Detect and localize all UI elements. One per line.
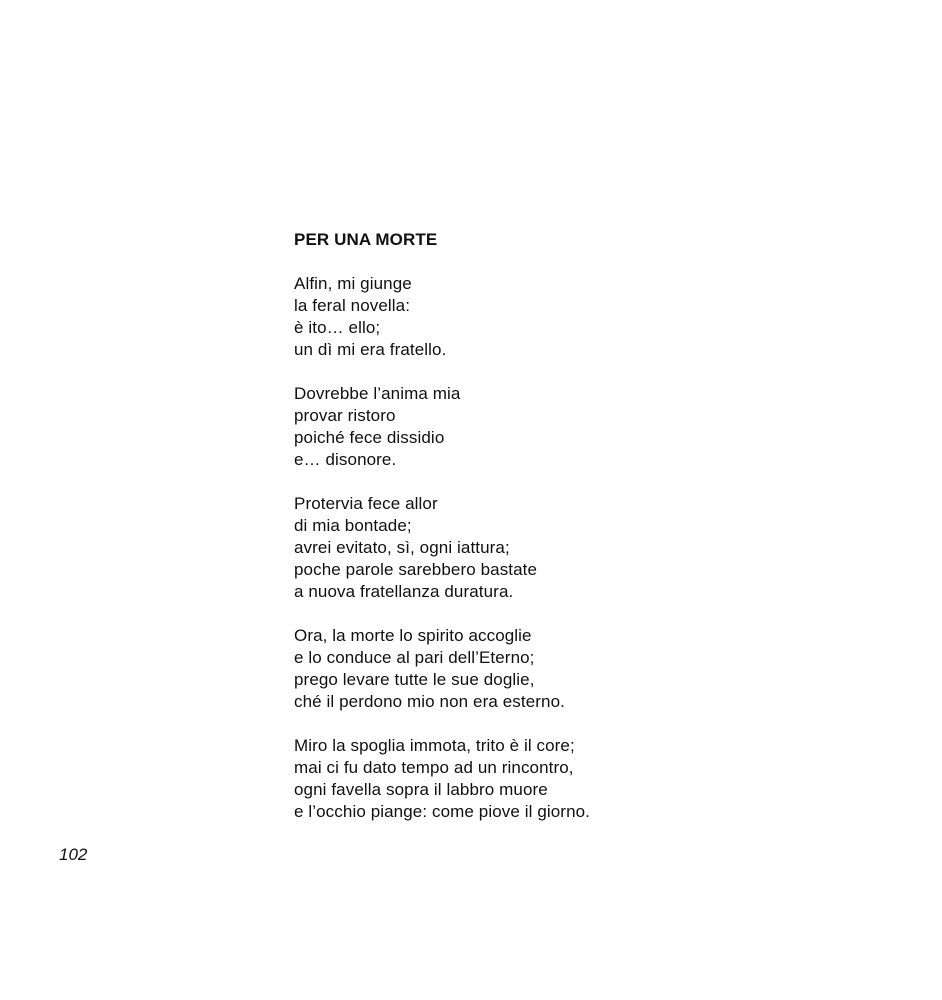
stanza-5: [294, 735, 894, 823]
verse-line: ché il perdono mio non era esterno.: [294, 692, 565, 711]
verse-line: di mia bontade;: [294, 516, 412, 535]
verse-line: ogni favella sopra il labbro muore: [294, 780, 548, 799]
verse-line: e lo conduce al pari dell’Eterno;: [294, 648, 535, 667]
verse-line: poiché fece dissidio: [294, 428, 445, 447]
poem: [294, 229, 894, 845]
poem-title: PER UNA MORTE: [294, 230, 438, 249]
verse-line: è ito… ello;: [294, 318, 381, 337]
stanza-4: [294, 625, 894, 713]
stanza-1: [294, 273, 894, 361]
verse-line: provar ristoro: [294, 406, 396, 425]
verse-line: e… disonore.: [294, 450, 397, 469]
verse-line: poche parole sarebbero bastate: [294, 560, 538, 579]
verse-line: Dovrebbe l’anima mia: [294, 384, 461, 403]
verse-line: la feral novella:: [294, 296, 411, 315]
verse-line: Miro la spoglia immota, trito è il core;: [294, 736, 575, 755]
stanza-2: [294, 383, 894, 471]
verse-line: Protervia fece allor: [294, 494, 438, 513]
verse-line: a nuova fratellanza duratura.: [294, 582, 514, 601]
verse-line: Ora, la morte lo spirito accoglie: [294, 626, 532, 645]
stanza-3: [294, 493, 894, 603]
verse-line: avrei evitato, sì, ogni iattura;: [294, 538, 510, 557]
verse-line: Alfin, mi giunge: [294, 274, 412, 293]
verse-line: un dì mi era fratello.: [294, 340, 447, 359]
verse-line: e l’occhio piange: come piove il giorno.: [294, 802, 591, 821]
page-number: 102: [59, 845, 88, 864]
verse-line: prego levare tutte le sue doglie,: [294, 670, 535, 689]
verse-line: mai ci fu dato tempo ad un rincontro,: [294, 758, 574, 777]
